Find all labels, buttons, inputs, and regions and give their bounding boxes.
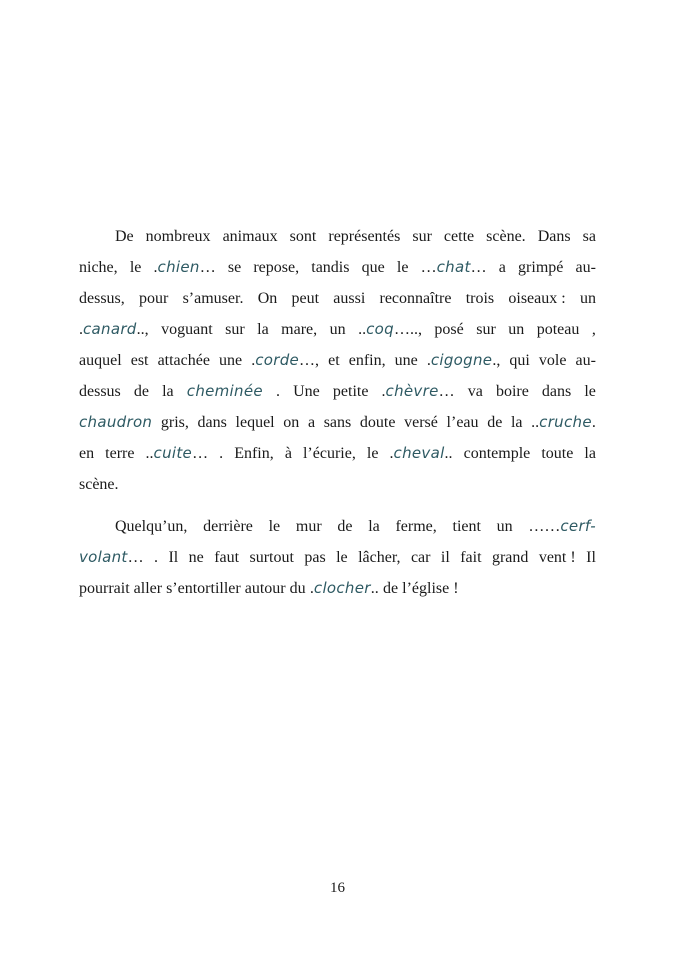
text-line <box>79 376 596 407</box>
word: scène. <box>79 476 119 493</box>
word: le <box>366 445 379 462</box>
word: qui <box>509 352 530 369</box>
blank-answer: ..coq….., <box>358 320 422 338</box>
blank-answer: .clocher.. <box>309 579 379 597</box>
text-line <box>79 221 596 252</box>
word: scène. <box>486 228 526 245</box>
word: mare, <box>281 321 318 338</box>
handwritten-answer: cheminée <box>186 382 263 400</box>
word: un <box>496 518 513 535</box>
text-block <box>79 221 596 604</box>
word: Dans <box>537 228 571 245</box>
blank-answer: volant… <box>79 548 144 566</box>
word: dessus, <box>79 290 125 307</box>
word: dans <box>541 383 572 400</box>
word: la <box>584 445 596 462</box>
word: aussi <box>333 290 366 307</box>
word: contemple <box>463 445 531 462</box>
word: la <box>162 383 174 400</box>
word: et <box>328 352 340 369</box>
word: On <box>257 290 278 307</box>
word: un <box>329 321 346 338</box>
word: toute <box>541 445 574 462</box>
word: va <box>467 383 483 400</box>
text-line <box>79 252 596 283</box>
text-line <box>79 283 596 314</box>
word: le <box>584 383 596 400</box>
word: voguant <box>161 321 213 338</box>
word: est <box>130 352 149 369</box>
handwritten-answer: chat <box>436 258 471 276</box>
word: . <box>219 445 224 462</box>
word: dans <box>197 414 227 431</box>
word: pour <box>139 290 169 307</box>
word: tient <box>452 518 481 535</box>
word: vent ! <box>538 549 576 566</box>
handwritten-answer: cerf- <box>560 517 596 535</box>
word: surtout <box>249 549 294 566</box>
blank-answer: .canard.., <box>79 320 149 338</box>
word: derrière <box>203 518 253 535</box>
word: Une <box>293 383 320 400</box>
word: niche, <box>79 259 118 276</box>
word: reconnaître <box>379 290 452 307</box>
word: terre <box>105 445 135 462</box>
word: l’eau <box>446 414 479 431</box>
word: gris, <box>160 414 189 431</box>
word: grand <box>491 549 529 566</box>
text-line <box>79 438 596 469</box>
word: au- <box>575 352 596 369</box>
word: petite <box>332 383 369 400</box>
word: au- <box>575 259 596 276</box>
word: Enfin, <box>234 445 274 462</box>
word: cette <box>443 228 475 245</box>
blank-answer: ..cuite… <box>145 444 209 462</box>
word: une <box>219 352 243 369</box>
word: sont <box>289 228 317 245</box>
word: poteau <box>536 321 580 338</box>
word: s’amuser. <box>182 290 244 307</box>
word: le <box>336 549 348 566</box>
blank-answer: ……cerf- <box>528 517 596 535</box>
word: la <box>368 518 380 535</box>
handwritten-answer: canard <box>83 320 137 338</box>
word: en <box>79 445 95 462</box>
word: le <box>396 259 409 276</box>
text-run: de l’église ! <box>383 580 459 597</box>
word: pas <box>304 549 326 566</box>
word: a <box>498 259 506 276</box>
word: animaux <box>222 228 278 245</box>
word: le <box>129 259 142 276</box>
blank-answer: .corde…, <box>251 351 320 369</box>
text-run: pourrait aller s’entortiller autour du <box>79 580 306 597</box>
word: tandis <box>311 259 350 276</box>
word: . <box>154 549 159 566</box>
word: la <box>257 321 269 338</box>
text-line <box>79 345 596 376</box>
word: a <box>307 414 316 431</box>
blank-answer: .chèvre… <box>381 382 455 400</box>
word: sans <box>323 414 352 431</box>
word: la <box>510 414 523 431</box>
handwritten-answer: chèvre <box>385 382 439 400</box>
word: repose, <box>253 259 300 276</box>
word: ne <box>188 549 204 566</box>
word: sur <box>476 321 496 338</box>
word: de <box>337 518 353 535</box>
word: De <box>115 228 134 245</box>
blank-answer: .cigogne., <box>426 351 501 369</box>
handwritten-answer: cheval <box>393 444 445 462</box>
text-line <box>79 573 596 604</box>
word: car <box>410 549 431 566</box>
word: trois <box>465 290 495 307</box>
word: Quelqu’un, <box>115 518 188 535</box>
word: dessus <box>79 383 121 400</box>
handwritten-answer: chien <box>157 258 200 276</box>
handwritten-answer: volant <box>79 548 128 566</box>
word: auquel <box>79 352 122 369</box>
word: . <box>276 383 281 400</box>
word: attachée <box>157 352 210 369</box>
blank-answer: .cheval.. <box>389 444 453 462</box>
handwritten-answer: clocher <box>313 579 371 597</box>
handwritten-answer: cigogne <box>430 351 493 369</box>
word: enfin, <box>348 352 386 369</box>
text-line <box>79 314 596 345</box>
word: lâcher, <box>358 549 401 566</box>
blank-answer: …chat… <box>420 258 487 276</box>
word: posé <box>434 321 464 338</box>
word: nombreux <box>145 228 211 245</box>
word: faut <box>214 549 240 566</box>
word: oiseaux : <box>508 290 566 307</box>
text-line <box>79 407 596 438</box>
word: boire <box>495 383 529 400</box>
handwritten-answer: chaudron <box>79 413 153 431</box>
page-number: 16 <box>330 880 345 896</box>
word: il <box>440 549 450 566</box>
word: on <box>283 414 300 431</box>
word: le <box>268 518 281 535</box>
word: fait <box>460 549 482 566</box>
word: peut <box>291 290 320 307</box>
word: se <box>227 259 242 276</box>
word: un <box>579 290 596 307</box>
word: vole <box>538 352 567 369</box>
handwritten-answer: cruche <box>539 413 592 431</box>
word: sur <box>412 228 432 245</box>
text-line <box>79 511 596 542</box>
word: , <box>591 321 596 338</box>
word: lequel <box>235 414 275 431</box>
word: l’écurie, <box>302 445 356 462</box>
word: de <box>487 414 503 431</box>
handwritten-answer: coq <box>366 320 394 338</box>
blank-answer: .chien… <box>153 258 216 276</box>
word: représentés <box>328 228 401 245</box>
word: Il <box>586 549 596 566</box>
word: versé <box>404 414 438 431</box>
word: grimpé <box>518 259 564 276</box>
word: ferme, <box>395 518 437 535</box>
word: que <box>361 259 385 276</box>
word: mur <box>295 518 322 535</box>
word: doute <box>359 414 396 431</box>
word: à <box>284 445 292 462</box>
text-line <box>79 542 596 573</box>
handwritten-answer: cuite <box>153 444 193 462</box>
word: un <box>508 321 525 338</box>
word: une <box>394 352 418 369</box>
handwritten-answer: corde <box>255 351 300 369</box>
word: Il <box>168 549 179 566</box>
blank-answer: ..cruche. <box>531 413 596 431</box>
word: de <box>133 383 149 400</box>
word: sur <box>225 321 245 338</box>
text-line <box>79 469 596 500</box>
word: sa <box>582 228 596 245</box>
